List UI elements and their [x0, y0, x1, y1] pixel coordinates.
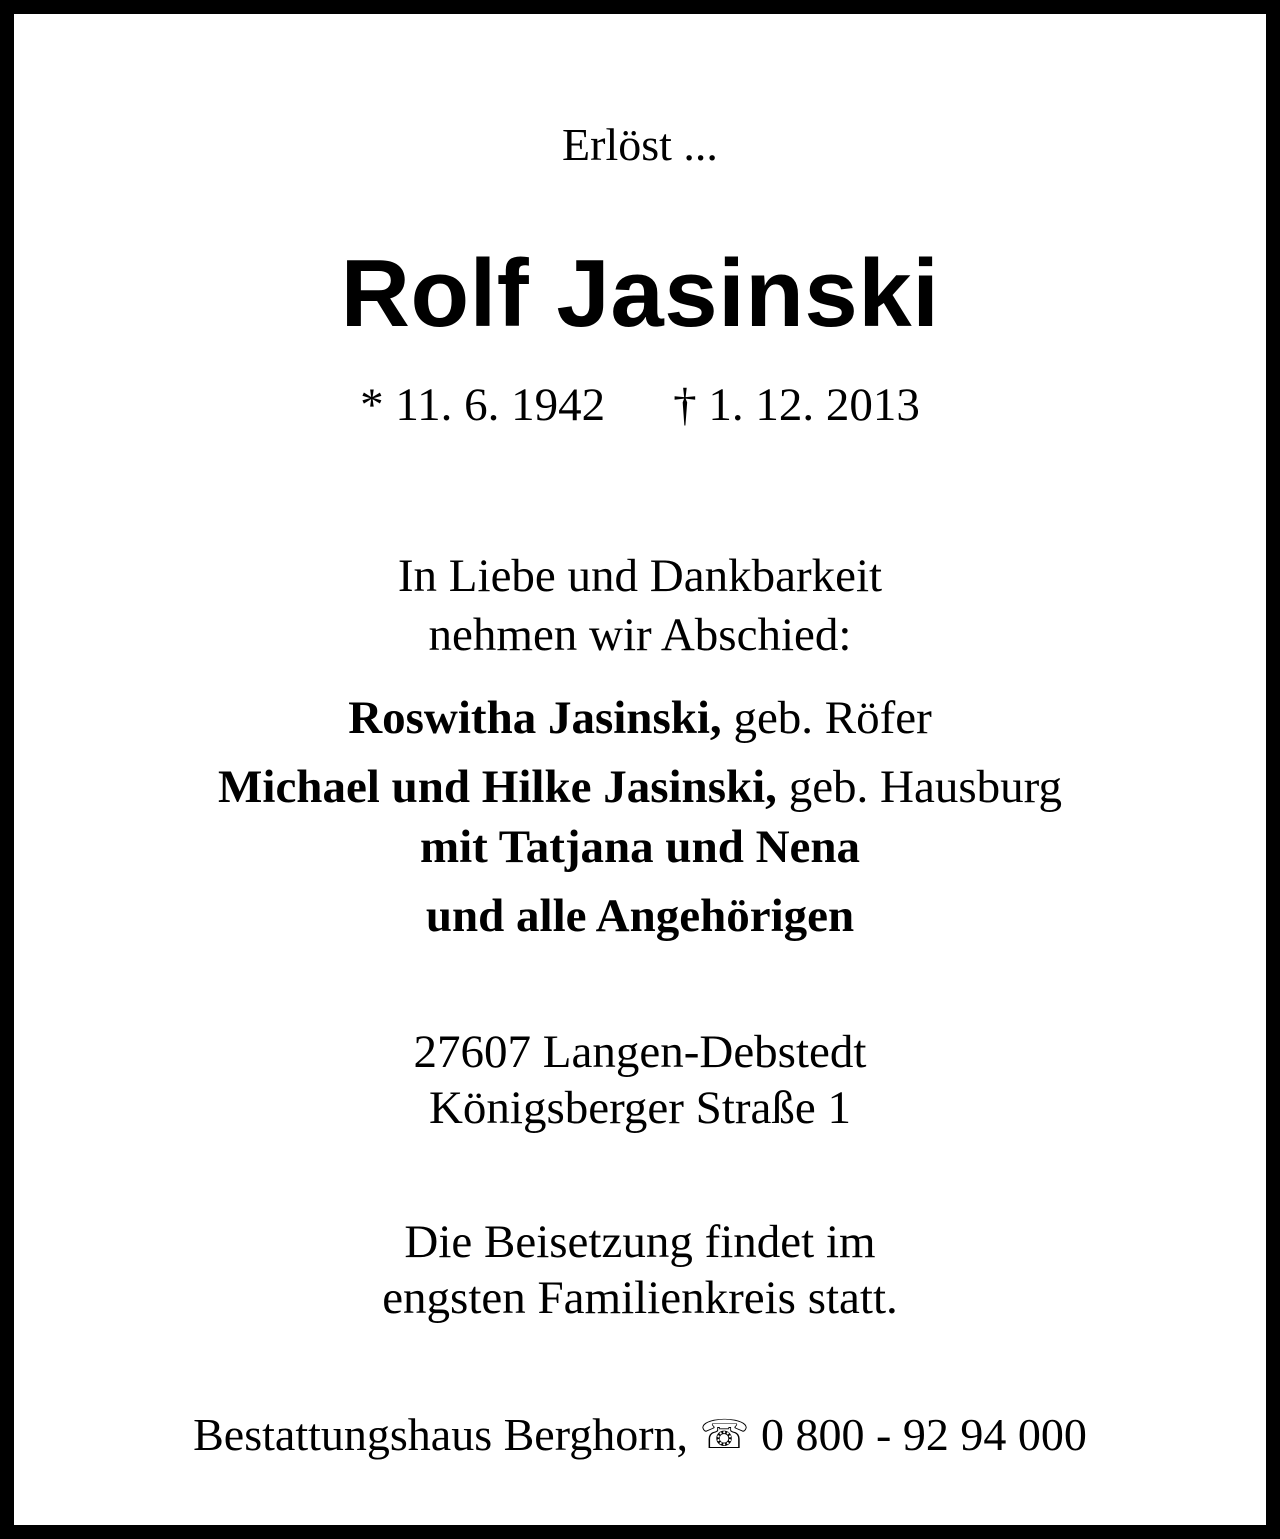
farewell-line-1: In Liebe und Dankbarkeit [397, 550, 883, 602]
address-city: 27607 Langen-Debstedt [413, 1026, 867, 1078]
birth-date: * 11. 6. 1942 [360, 379, 606, 431]
telephone-icon: ☏ [699, 1412, 750, 1457]
funeral-line-1: Die Beisetzung findet im [404, 1216, 876, 1268]
mourner-son [0, 761, 1280, 813]
undertaker-phone: 0 800 - 92 94 000 [749, 1409, 1087, 1460]
mourner-grandchildren: mit Tatjana und Nena [419, 821, 861, 873]
son-names: Michael und Hilke Jasinski, [218, 761, 777, 813]
undertaker-line [0, 1409, 1280, 1460]
wife-maiden-name: geb. Röfer [721, 692, 932, 744]
intro-text: Erlöst ... [562, 119, 718, 170]
life-dates [0, 379, 1280, 431]
mourner-relatives: und alle Angehörigen [425, 890, 855, 942]
son-maiden-name: geb. Hausburg [776, 761, 1062, 813]
mourner-wife [0, 692, 1280, 744]
death-date: † 1. 12. 2013 [673, 379, 920, 431]
farewell-line-2: nehmen wir Abschied: [428, 609, 852, 661]
funeral-line-2: engsten Familienkreis statt. [382, 1272, 898, 1324]
undertaker-name: Bestattungshaus Berghorn, [193, 1409, 700, 1460]
wife-name: Roswitha Jasinski, [348, 692, 722, 744]
address-street: Königsberger Straße 1 [428, 1082, 852, 1134]
deceased-name: Rolf Jasinski [340, 240, 940, 347]
